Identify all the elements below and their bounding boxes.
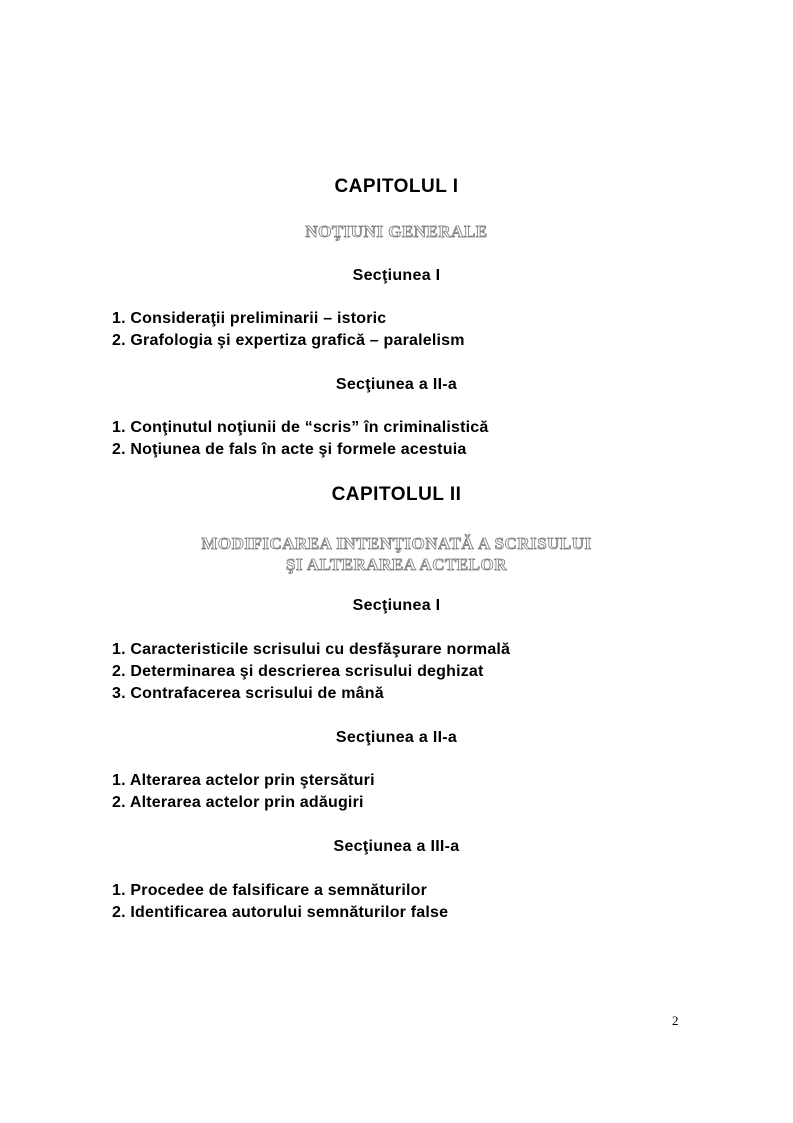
- chapter-2-section-2-heading: Secţiunea a II-a: [335, 729, 458, 746]
- item-text: Grafologia şi expertiza grafică – paralelism: [130, 332, 465, 349]
- list-item: [112, 330, 465, 352]
- chapter-2-section-1-list: [112, 639, 510, 705]
- item-text: Consideraţii preliminarii – istoric: [130, 310, 387, 327]
- list-item: [112, 770, 375, 792]
- item-text: Alterarea actelor prin ştersături: [129, 772, 375, 789]
- item-number: 2.: [112, 794, 126, 811]
- item-number: 2.: [112, 441, 126, 458]
- list-item: [112, 880, 448, 902]
- chapter-2-title: CAPITOLUL II: [331, 484, 462, 505]
- chapter-2-subtitle-line-1: MODIFICAREA INTENŢIONATĂ A SCRISULUI: [201, 534, 592, 553]
- item-text: Noţiunea de fals în acte şi formele acestuia: [130, 441, 467, 458]
- chapter-2-section-3-heading: Secţiunea a III-a: [333, 838, 460, 855]
- item-text: Identificarea autorului semnăturilor false: [130, 904, 449, 921]
- item-text: Contrafacerea scrisului de mână: [130, 685, 384, 702]
- chapter-1-section-1-heading: Secţiunea I: [352, 267, 441, 284]
- page-number: 2: [672, 1013, 679, 1028]
- chapter-2-subtitle-line-2: ŞI ALTERAREA ACTELOR: [285, 555, 507, 574]
- chapter-1-section-1-list: [112, 308, 465, 352]
- item-number: 2.: [112, 332, 126, 349]
- list-item: [112, 439, 489, 461]
- item-number: 1.: [112, 419, 126, 436]
- chapter-2-section-3-list: [112, 880, 448, 924]
- item-number: 1.: [112, 641, 126, 658]
- chapter-1-section-2-heading: Secţiunea a II-a: [335, 376, 458, 393]
- chapter-1-subtitle: NOŢIUNI GENERALE: [305, 222, 488, 241]
- chapter-1-title: CAPITOLUL I: [334, 176, 459, 197]
- list-item: [112, 902, 448, 924]
- item-number: 1.: [112, 772, 126, 789]
- list-item: [112, 308, 465, 330]
- item-number: 2.: [112, 663, 126, 680]
- item-text: Conţinutul noţiunii de “scris” în criminalistică: [130, 419, 489, 436]
- item-text: Determinarea şi descrierea scrisului deghizat: [130, 663, 484, 680]
- chapter-2-section-2-list: [112, 770, 375, 814]
- item-number: 1.: [112, 310, 126, 327]
- list-item: [112, 792, 375, 814]
- chapter-1-section-2-list: [112, 417, 489, 461]
- item-text: Alterarea actelor prin adăugiri: [129, 794, 364, 811]
- list-item: [112, 639, 510, 661]
- item-number: 3.: [112, 685, 126, 702]
- item-number: 2.: [112, 904, 126, 921]
- item-text: Caracteristicile scrisului cu desfăşurare normală: [130, 641, 511, 658]
- item-text: Procedee de falsificare a semnăturilor: [130, 882, 428, 899]
- list-item: [112, 683, 510, 705]
- list-item: [112, 661, 510, 683]
- item-number: 1.: [112, 882, 126, 899]
- chapter-2-section-1-heading: Secţiunea I: [352, 597, 441, 614]
- list-item: [112, 417, 489, 439]
